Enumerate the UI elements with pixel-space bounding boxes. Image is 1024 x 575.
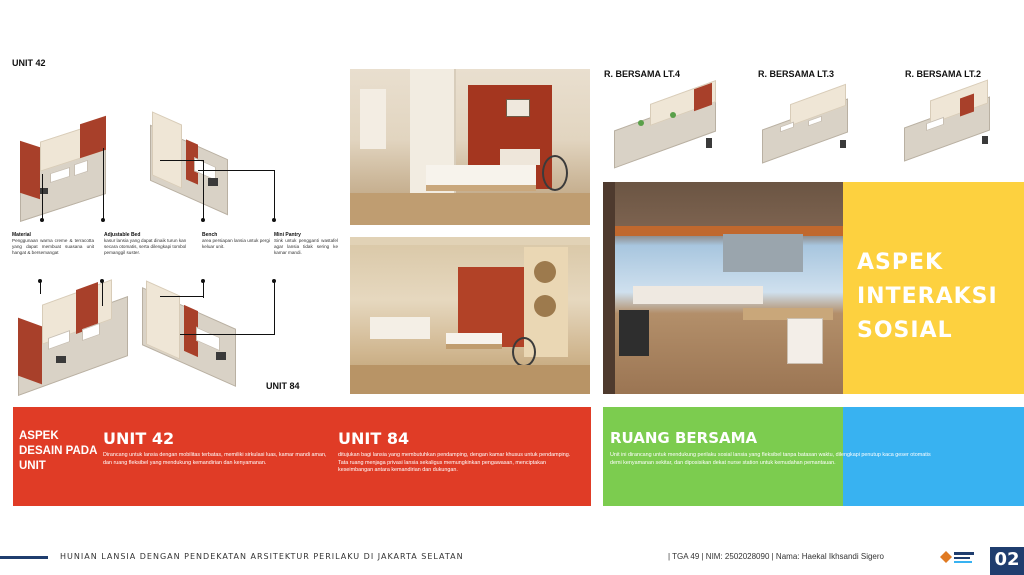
annotation-title: Bench — [202, 232, 218, 238]
leader-line — [274, 170, 275, 220]
leader-dot — [40, 218, 44, 222]
annotation-title: Mini Pantry — [274, 232, 301, 238]
leader-line — [103, 148, 104, 220]
annotation-text: Penggunaan warna creme & terracotta yang dapat membuat suasana unit hangat & bersemangat — [12, 238, 94, 255]
unit42-interior-photo — [350, 69, 590, 225]
annotation-material — [12, 232, 94, 256]
leader-line — [198, 170, 274, 171]
leader-line — [274, 282, 275, 335]
aspect-social-block — [843, 182, 1024, 394]
annotation-text: kasur lansia yang dapat dinaik turun kan secara otomatis, serta dilengkapi tombol pemanggil suster. — [104, 238, 187, 255]
leader-line — [42, 174, 43, 220]
page-number: 02 — [994, 549, 1020, 570]
shared-label-lt4: R. BERSAMA LT.4 — [604, 69, 681, 79]
footer-title: HUNIAN LANSIA DENGAN PENDEKATAN ARSITEKTUR PERILAKU DI JAKARTA SELATAN — [60, 552, 464, 561]
shared-panel-text: Unit ini dirancang untuk mendukung perilaku sosial lansia yang fleksibel tanpa batasan waktu, dilengkapi penutup kaca geser otomatis demi kenyamanan sekitar, dan diposisikan dekat nurse station untuk kemudahan pemantauan. — [610, 452, 931, 466]
panel-unit — [13, 407, 591, 506]
shared-floor-lt4-render — [610, 86, 722, 162]
leader-dot — [101, 218, 105, 222]
unit84-interior-photo — [350, 237, 590, 394]
unit42-panel-title: UNIT 42 — [103, 429, 175, 448]
unit42-panel-text: Dirancang untuk lansia dengan mobilitas terbatas, memiliki sirkulasi luas, kamar mandi aman, dan ruang fleksibel yang mendukung kemandirian dan kenyamanan. — [103, 452, 327, 466]
aspect-social-title: ASPEK INTERAKSI SOSIAL — [857, 250, 998, 343]
unit84-render-left — [12, 282, 136, 388]
annotation-mini-pantry — [274, 232, 338, 256]
footer-accent-bar — [0, 556, 48, 559]
unit42-render-right — [146, 112, 234, 212]
leader-line — [40, 282, 41, 294]
university-logo-icon — [938, 547, 978, 569]
annotation-text: area persiapan lansia untuk pergi keluar unit. — [202, 238, 270, 249]
shared-label-lt3: R. BERSAMA LT.3 — [758, 69, 835, 79]
annotation-text: Sink untuk pengganti wastafel agar lansia tidak sering ke kamar mandi. — [274, 238, 338, 255]
leader-line — [160, 296, 204, 297]
annotation-adjustable-bed — [104, 232, 190, 256]
leader-line — [203, 282, 204, 298]
leader-line — [203, 160, 204, 220]
annotation-title: Material — [12, 232, 31, 238]
leader-dot — [272, 218, 276, 222]
leader-dot — [38, 279, 42, 283]
leader-dot — [100, 279, 104, 283]
leader-dot — [272, 279, 276, 283]
leader-line — [180, 334, 274, 335]
annotation-bench — [202, 232, 272, 250]
unit84-label: UNIT 84 — [266, 381, 300, 391]
shared-panel-title: RUANG BERSAMA — [610, 429, 758, 447]
footer-info: | TGA 49 | NIM: 2502028090 | Nama: Haekal Ikhsandi Sigero — [668, 552, 884, 561]
shared-label-lt2: R. BERSAMA LT.2 — [905, 69, 982, 79]
leader-line — [102, 282, 103, 306]
shared-floor-lt2-render — [902, 88, 994, 158]
leader-dot — [201, 279, 205, 283]
unit84-panel-text: ditujukan bagi lansia yang membutuhkan pendamping, dengan kamar khusus untuk pendamping. Tata ruang menjaga privasi lansia sekaligus memungkinkan pengawasan, menciptakan keseimbangan antara kemandirian dan dukungan. — [338, 452, 571, 473]
shared-room-photo — [603, 182, 843, 394]
aspect-unit-title: ASPEK DESAIN PADA UNIT — [19, 430, 97, 472]
annotation-title: Adjustable Bed — [104, 232, 141, 238]
shared-floor-lt3-render — [760, 90, 852, 160]
leader-line — [160, 160, 204, 161]
leader-dot — [201, 218, 205, 222]
unit42-label: UNIT 42 — [12, 58, 46, 68]
unit84-panel-title: UNIT 84 — [338, 429, 410, 448]
page-number-badge — [990, 547, 1024, 575]
unit42-render-left — [14, 118, 114, 216]
